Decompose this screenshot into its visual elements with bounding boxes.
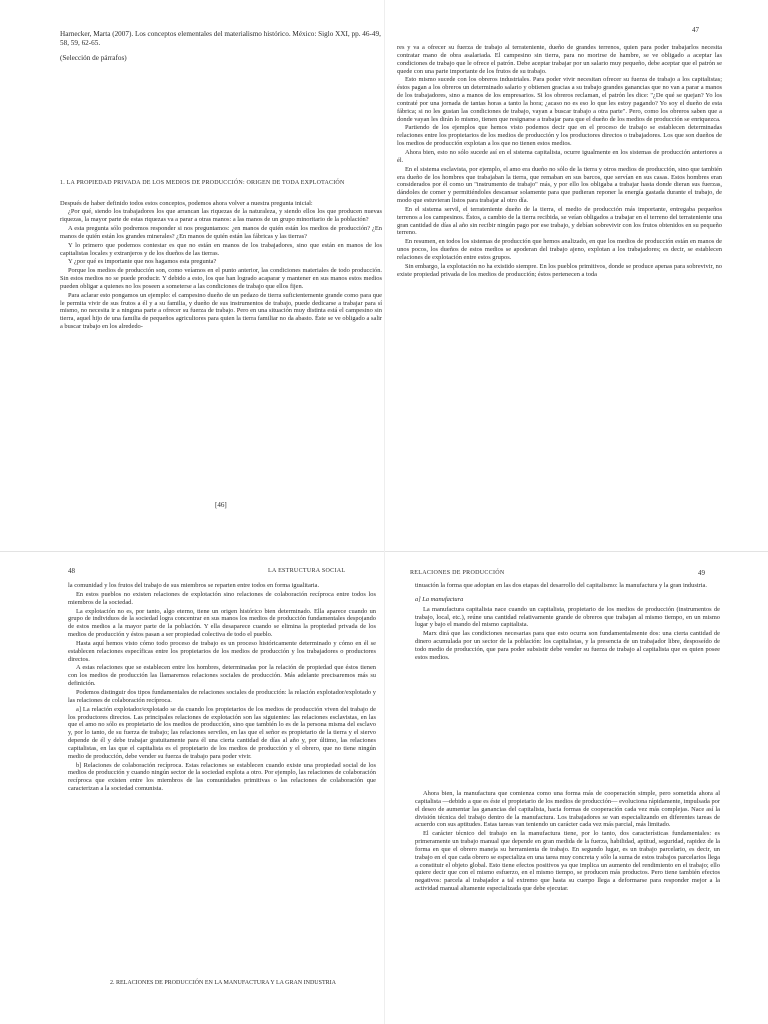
page-number-49: 49 (698, 569, 705, 577)
paragraph: ¿Por qué, siendo los trabajadores los que arrancan las riquezas de la naturaleza, y siendo ellos los que producen nuevas riquezas, la mayor parte de estas riquezas va a parar a otras manos: a las manos de un grupo minoritario de la población? (60, 208, 382, 224)
paragraph: Partiendo de los ejemplos que hemos visto podemos decir que en el proceso de trabajo se establecen determinadas relaciones entre los propietarios de los medios de producción y los productores directos o trabajadores. Los que son dueños de los medios de producción explotan a los que no tienen estos medios. (397, 124, 722, 148)
subhead-manufactura: a] La manufactura (415, 595, 464, 603)
section-title-1: 1. LA PROPIEDAD PRIVADA DE LOS MEDIOS DE PRODUCCIÓN: ORIGEN DE TODA EXPLOTACIÓN (60, 180, 345, 186)
paragraph: Hasta aquí hemos visto cómo todo proceso de trabajo es un proceso históricamente determinado y cómo en él se establecen relaciones específicas entre los propietarios de los medios de producción y los trabajadores o productores directos. (68, 639, 376, 663)
paragraph: Sin embargo, la explotación no ha existido siempre. En los pueblos primitivos, donde se produce apenas para sobrevivir, no existe propiedad privada de los medios de producción; éstos pertenecen a toda (397, 262, 722, 278)
paragraph: En estos pueblos no existen relaciones de explotación sino relaciones de colaboración recíproca entre todos los miembros de la sociedad. (68, 590, 376, 606)
paragraph: Esto mismo sucede con los obreros industriales. Para poder vivir necesitan ofrecer su fuerza de trabajo a los capitalistas; éstos pagan a los obreros un determinado salario y obtienen gracias a su trabajo grandes ganancias que no van a parar a manos de los trabajadores, sino a manos de los empresarios. Si los obreros reclaman, el patrón les dice: "¿De qué se quejan? Yo los contraté por una jornada de tantas horas a tanto la hora; ¿acaso no es eso lo que les estoy pagando? Yo soy el dueño de esta fábrica; si no les gustan las condiciones de trabajo, vayan a buscar trabajo a otra parte". Pero, como los obreros saben que a donde vayan les dirán lo mismo, tienen que resignarse a trabajar para que el dueño de los medios de producción se enriquezca. (397, 76, 722, 123)
page-48-column (68, 582, 376, 794)
citation-header (60, 30, 390, 63)
paragraph: Después de haber definido todos estos conceptos, podemos ahora volver a nuestra pregunta inicial: (60, 199, 313, 207)
page-49-top-column (415, 582, 720, 663)
paragraph: a] La relación explotador/explotado se da cuando los propietarios de los medios de producción viven del trabajo de los productores directos. Las principales relaciones de explotación son las siguientes: las relaciones esclavistas, en las que el amo no sólo es propietario de los medios de producción, sino que también lo es de la persona misma del esclavo y, por lo tanto, de su fuerza de trabajo; las relaciones serviles, en las que el señor es propietario de la tierra y el siervo depende de él y debe trabajar gratuitamente para él una cierta cantidad de días al año y, por último, las relaciones capitalistas, en las que el capitalista es el propietario de los medios de producción y el obrero, que no tiene ningún medio de producción, debe vender su fuerza de trabajo para poder vivir. (68, 705, 376, 760)
paragraph: En resumen, en todos los sistemas de producción que hemos analizado, en que los medios de producción están en manos de unos pocos, los dueños de estos medios se apoderan del trabajo ajeno, explotan a los trabajadores; es decir, se establecen relaciones de explotación entre estos grupos. (397, 238, 722, 261)
page-number-48: 48 (68, 567, 75, 575)
paragraph: En el sistema esclavista, por ejemplo, el amo era dueño no sólo de la tierra y otros medios de producción, sino que también era dueño de los hombres que trabajaban la tierra, que remaban en sus barcos, que servían en sus casas. Estos hombres eran considerados por él como un "instrumento de trabajo" más, y por ello los obligaba a trabajar hasta donde dieran sus fuerzas, dándoles de comer y permitiéndoles descansar solamente para que pudieran reponer la energía gastada durante el trabajo, de modo que estuvieran listos para trabajar al otro día. (397, 165, 722, 205)
page-46-column (60, 180, 382, 332)
paragraph: Ahora bien, esto no sólo sucede así en el sistema capitalista, ocurre igualmente en los sistemas de producción anteriores a él. (397, 148, 722, 164)
running-head-49: RELACIONES DE PRODUCCIÓN (410, 570, 505, 576)
paragraph: la comunidad y los frutos del trabajo de sus miembros se reparten entre todos en forma igualitaria. (68, 582, 320, 589)
paragraph: En el sistema servil, el terrateniente dueño de la tierra, el medio de producción más importante, entregaba pequeños terrenos a los campesinos. Éstos, a cambio de la tierra recibida, se veían obligados a trabajar en el terreno del terrateniente una gran cantidad de días al año sin recibir ningún pago por ese trabajo, y debían sobrevivir con los frutos obtenidos en su pequeño terreno. (397, 205, 722, 237)
paragraph: b] Relaciones de colaboración recíproca. Estas relaciones se establecen cuando existe una propiedad social de los medios de producción y cuando ningún sector de la sociedad explota a otro. Por ejemplo, las relaciones de colaboración recíproca que existen entre los miembros de las comunidades primitivas o las relaciones de colaboración que caracterizan a la sociedad comunista. (68, 761, 376, 793)
paragraph: A esta pregunta sólo podremos responder si nos preguntamos: ¿en manos de quién están los medios de producción? ¿En manos de quién están los grandes minerales? ¿En manos de quién están las fábricas y las tierras? (60, 225, 382, 240)
paragraph: Podemos distinguir dos tipos fundamentales de relaciones sociales de producción: la relación explotador/explotado y las relaciones de colaboración recíproca. (68, 688, 376, 704)
paragraph: Y lo primero que podemos contestar es que no están en manos de los trabajadores, sino que están en manos de los capitalistas locales y extranjeros y de los dueños de las tierras. (60, 241, 382, 257)
running-head-48: LA ESTRUCTURA SOCIAL (268, 568, 346, 574)
paragraph: Para aclarar esto pongamos un ejemplo: el campesino dueño de un pedazo de tierra suficientemente grande como para que le permita vivir de sus frutos a él y a su familia, y dueño de sus instrumentos de trabajo, puede dedicarse a trabajar para sí mismo, no necesita ir a ninguna parte a ofrecer su fuerza de trabajo. Pero en una situación muy distinta está el campesino sin tierra, aquel hijo de una familia de pequeños agricultores para quien la tierra familiar no da abasto. Éste se ve obligado a salir a buscar trabajo en los alrededo- (60, 291, 382, 331)
paragraph: El carácter técnico del trabajo en la manufactura tiene, por lo tanto, dos características fundamentales: es primeramente un trabajo manual que depende en gran medida de la fuerza, habilidad, aptitud, seguridad, rapidez de la forma en que el obrero maneja su herramienta de trabajo. En segundo lugar, es un trabajo parcelario, es decir, un trabajo en el que cada obrero se especializa en una tarea muy concreta y sólo la suma de estos trabajos parcelarios llega a constituir el objeto global. Esto tiene efectos positivos ya que implica un aumento del rendimiento en el trabajo; ello quiere decir que con el mismo esfuerzo, en el mismo tiempo, se producen más productos. Pero tiene también efectos negativos: parcela al trabajador a tal extremo que hasta su cuerpo llega a deformarse para responder mejor a la actividad manual altamente especializada que debe ejecutar. (415, 830, 721, 893)
page-47-column (397, 44, 722, 279)
paragraph: res y va a ofrecer su fuerza de trabajo al terrateniente, dueño de grandes terrenos, quien para poder trabajarlos necesita contratar mano de obra asalariada. El campesino sin tierra, para no morirse de hambre, se ve obligado a aceptar las condiciones de trabajo que le ofrece el patrón. Debe aceptar trabajar por un salario muy pequeño, debe aceptar que el patrón se quede con una parte importante de los frutos de su trabajo. (397, 44, 722, 75)
paragraph: Marx dirá que las condiciones necesarias para que esto ocurra son fundamentalmente dos: una cierta cantidad de dinero acumulada por un sector de la población: los capitalistas, y la presencia de un trabajador libre, desposeído de todo medio de producción, que para poder subsistir debe vender su fuerza de trabajo al capitalista que es quien posee estos medios. (415, 630, 720, 661)
paragraph: Porque los medios de producción son, como veíamos en el punto anterior, las condiciones materiales de todo producción. Sin estos medios no se puede producir. Y debido a esto, los que han logrado acaparar y mantener en sus manos estos medios pueden obligar a quienes no los poseen a someterse a las condiciones de trabajo que ellos fijen. (60, 267, 382, 290)
paragraph: La manufactura capitalista nace cuando un capitalista, propietario de los medios de producción (instrumentos de trabajo, local, etc.), reúne una cantidad relativamente grande de obreros que trabajan al mismo tiempo, en un mismo lugar y bajo el mando del mismo capitalista. (415, 605, 720, 629)
paragraph: A estas relaciones que se establecen entre los hombres, determinadas por la relación de propiedad que éstos tienen con los medios de producción las llamaremos relaciones sociales de producción. Más adelante precisaremos más su definición. (68, 664, 376, 688)
paragraph: Y ¿por qué es importante que nos hagamos esta pregunta? (68, 258, 217, 266)
paragraph: Ahora bien, la manufactura que comienza como una forma más de cooperación simple, pero sometida ahora al capitalista —debido a que es éste el propietario de los medios de producción— evoluciona rápidamente, impulsada por el deseo de aumentar las ganancias del capitalista, hacia formas de cooperación cada vez más complejas. Nace así la división técnica del trabajo dentro de la manufactura. Los trabajadores se van especializando en diferentes tareas de acuerdo con sus aptitudes. Estas tareas van teniendo un carácter cada vez más parcial, más limitado. (415, 790, 720, 829)
citation-note: (Selección de párrafos) (60, 54, 127, 62)
citation-reference: Harnecker, Marta (2007). Los conceptos elementales del materialismo histórico. México: Siglo XXI, pp. 46-49, 58, 59, 62-65. (60, 30, 381, 47)
paragraph: tinuación la forma que adoptan en las dos etapas del desarrollo del capitalismo: la manufactura y la gran industria. (415, 582, 707, 589)
gutter-divider (384, 0, 385, 1024)
page-49-bottom-column (415, 790, 720, 894)
page-number-47: 47 (692, 26, 699, 34)
section-title-2: 2. RELACIONES DE PRODUCCIÓN EN LA MANUFACTURA Y LA GRAN INDUSTRIA (110, 980, 336, 986)
paragraph: La explotación no es, por tanto, algo eterno, tiene un origen histórico bien determinado. Ella aparece cuando un grupo de individuos de la sociedad logra concentrar en sus manos los medios de producción fundamentales despojando de estos medios a la mayor parte de la población. Y ella desaparece cuando se elimina la propiedad privada de los medios de producción y éstos pasan a ser propiedad colectiva de todo el pueblo. (68, 607, 376, 639)
page-number-46: [46] (215, 501, 227, 509)
